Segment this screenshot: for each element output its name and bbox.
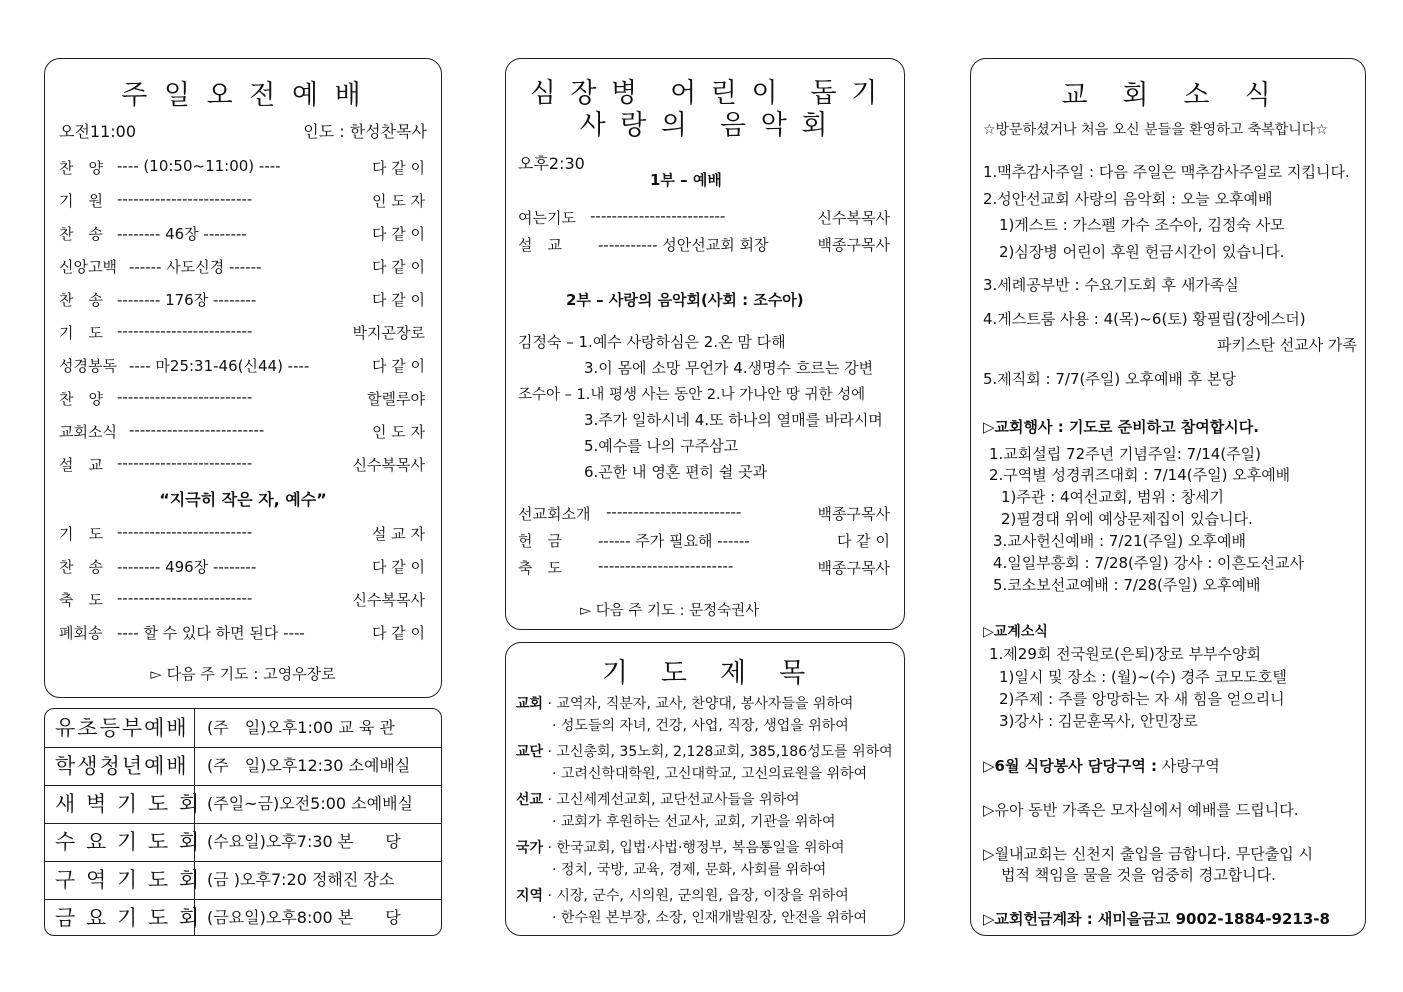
order-row: 여는기도 ------------------------- 신수복목사 [518,207,890,227]
welcome-message: ☆방문하셨거나 처음 오신 분들을 환영하고 축복합니다☆ [983,122,1328,138]
list-item: 2)심장병 어린이 후원 헌금시간이 있습니다. [999,243,1285,261]
order-row: 신앙고백 ------ 사도신경 ------ 다 같 이 [59,258,425,276]
prayer-group-head: 교회 [516,696,544,712]
schedule-time: (수요일)오후7:30 본 당 [207,832,401,851]
concert-box [505,58,905,630]
church-news-box [970,58,1366,936]
sermon-title: “지극히 작은 자, 예수” [159,490,327,509]
list-item: 3)강사 : 김문훈목사, 안민장로 [999,712,1198,730]
order-row: 축 도 ------------------------- 백종구목사 [518,557,890,577]
schedule-name: 구 역 기 도 회 [45,861,195,899]
list-item: 2)주제 : 주를 앙망하는 자 새 힘을 얻으리니 [999,690,1285,708]
order-row: 성경봉독 ---- 마25:31-46(신44) ---- 다 같 이 [59,357,425,375]
infant-notice: ▷유아 동반 가족은 모자실에서 예배를 드립니다. [983,801,1299,819]
order-row: 축 도 ------------------------- 신수복목사 [59,589,425,609]
meal-service-heading: ▷6월 식당봉사 담당구역 : [983,757,1158,775]
events-heading: ▷교회행사 : 기도로 준비하고 참여합시다. [983,418,1259,436]
list-item: 4.일일부흥회 : 7/28(주일) 강사 : 이흔도선교사 [993,554,1304,572]
worship-title: 주 일 오 전 예 배 [121,80,365,111]
list-item: 조수아 – 1.내 평생 사는 동안 2.나 가나안 땅 귀한 성에 [518,387,866,403]
list-item: 5.코소보선교예배 : 7/28(주일) 오후예배 [993,576,1261,594]
concert-title-line1: 심 장 병 어 린 이 돕 기 [529,78,881,109]
part1-heading: 1부 – 예배 [650,171,722,189]
list-item: 1.맥추감사주일 : 다음 주일은 맥추감사주일로 지킵니다. [983,163,1350,181]
order-row: 헌 금 ------ 주가 필요해 ------ 다 같 이 [518,532,890,550]
list-item: 김정숙 – 1.예수 사랑하심은 2.온 맘 다해 [518,333,786,351]
list-item: 1.교회설립 72주년 기념주일: 7/14(주일) [989,445,1262,463]
prayer-group-head: 선교 [516,792,544,808]
schedule-time: (주일~금)오전5:00 소예배실 [207,794,414,813]
schedule-time: (금 )오후7:20 정해진 장소 [207,870,395,889]
denomination-news-heading: ▷교계소식 [983,624,1048,640]
list-item: 1.제29회 전국원로(은퇴)장로 부부수양회 [989,645,1261,663]
concert-time: 오후2:30 [518,154,585,173]
list-item: 5.제직회 : 7/7(주일) 오후예배 후 본당 [983,370,1236,388]
next-week-prayer: ▻ 다음 주 기도 : 고영우장로 [150,665,336,683]
list-item: 1)게스트 : 가스펠 가수 조수아, 김정숙 사모 [999,216,1285,234]
list-item: 4.게스트룸 사용 : 4(목)~6(토) 황필립(장에스더) [983,310,1306,328]
table-row [45,709,441,748]
list-item: 3.교사헌신예배 : 7/21(주일) 오후예배 [993,532,1246,550]
list-item: 6.곤한 내 영혼 편히 쉴 곳과 [584,463,768,481]
order-row: 찬 송 -------- 496장 -------- 다 같 이 [59,558,425,576]
concert-title-line2: 사 랑 의 음 악 회 [579,110,831,141]
worship-leader: 인도 : 한성찬목사 [303,122,427,141]
order-row: 찬 양 ------------------------- 할렐루야 [59,388,425,408]
offering-account: ▷교회헌금계좌 : 새미을금고 9002-1884-9213-8 [983,910,1330,928]
list-item: 5.예수를 나의 구주삼고 [584,437,739,455]
prayer-topics-box: 기 도 제 목 교회 · 교역자, 직분자, 교사, 찬양대, 봉사자들을 위하여 · 성도들의 자녀, 건강, 사업, 직장, 생업을 위하여 교단 · 고신총회, 35노회, 2,128교회, 385,186성도를 위하여 · 고려신학대학원, 고신대학교, 고신의료원을 위하여 선교 · 고신세계선교회, 교단선교사들을 위하여 · 교회가 후원하는 선교사, 교회, 기관을 위하여 국가 · 한국교회, 입법·사법·행정부, 복음통일을 위하여 · 정치, 국방, 교육, 경제, 문화, 사회를 위하여 지역 · 시장, 군수, 시의원, 군의원, 읍장, 이장을 위하여 · 한수원 본부장, 소장, 인재개발원장, 안전을 위하여 [505,642,905,936]
schedule-time: (금요일)오후8:00 본 당 [207,908,401,927]
list-item: 1)주관 : 4여선교회, 범위 : 창세기 [1001,488,1225,506]
schedule-name: 수 요 기 도 회 [45,823,195,861]
list-item: 파키스탄 선교사 가족 [1217,336,1357,354]
schedule-time: (주 일)오후1:00 교 육 관 [207,718,395,737]
list-item: 3.이 몸에 소망 무언가 4.생명수 흐르는 강변 [584,359,874,377]
warning-line-1: ▷월내교회는 신천지 출입을 금합니다. 무단출입 시 [983,845,1313,863]
order-row: 선교회소개 ------------------------- 백종구목사 [518,503,890,523]
meal-service-value: 사랑구역 [1157,757,1220,775]
prayer-title: 기 도 제 목 [601,658,809,689]
table-row [45,861,441,900]
order-row: 찬 송 -------- 176장 -------- 다 같 이 [59,291,425,309]
schedule-name: 금 요 기 도 회 [45,899,195,936]
list-item: 3.주가 일하시네 4.또 하나의 열매를 바라시며 [584,411,883,429]
order-row: 찬 양 ---- (10:50~11:00) ---- 다 같 이 [59,157,425,177]
worship-order-box [44,58,442,698]
news-title: 교 회 소 식 [1061,80,1275,111]
order-row: 기 도 ------------------------- 박지곤장로 [59,322,425,342]
order-row: 폐회송 ---- 할 수 있다 하면 된다 ---- 다 같 이 [59,624,425,642]
table-row [45,747,441,786]
schedule-name: 새 벽 기 도 회 [45,785,195,823]
worship-time: 오전11:00 [59,122,137,141]
prayer-group-head: 지역 [516,888,544,904]
order-row: 설 교 ----------- 성안선교회 회장 백종구목사 [518,236,890,254]
meeting-schedule-table [44,708,442,936]
table-row [45,785,441,824]
list-item: 2.구역별 성경퀴즈대회 : 7/14(주일) 오후예배 [989,466,1291,484]
warning-line-2: 법적 책임을 물을 것을 엄중히 경고합니다. [1001,866,1276,884]
order-row: 설 교 ------------------------- 신수복목사 [59,454,425,474]
list-item: 2.성안선교회 사랑의 음악회 : 오늘 오후예배 [983,190,1273,208]
schedule-name: 학생청년예배 [45,747,195,785]
list-item: 3.세례공부반 : 수요기도회 후 새가족실 [983,276,1239,294]
order-row: 기 도 ------------------------- 설 교 자 [59,523,425,543]
list-item: 1)일시 및 장소 : (월)~(수) 경주 코모도호텔 [999,668,1287,686]
schedule-name: 유초등부예배 [45,709,195,747]
prayer-group-head: 교단 [516,744,544,760]
part2-heading: 2부 – 사랑의 음악회(사회 : 조수아) [566,291,804,309]
prayer-group-head: 국가 [516,840,544,856]
order-row: 교회소식 ------------------------- 인 도 자 [59,421,425,441]
list-item: 2)필경대 위에 예상문제집이 있습니다. [1001,510,1253,528]
order-row: 찬 송 -------- 46장 -------- 다 같 이 [59,225,425,243]
next-week-prayer: ▻ 다음 주 기도 : 문정숙권사 [580,603,760,619]
order-row: 기 원 ------------------------- 인 도 자 [59,190,425,210]
schedule-time: (주 일)오후12:30 소예배실 [207,756,411,775]
table-row [45,823,441,862]
table-row [45,899,441,936]
